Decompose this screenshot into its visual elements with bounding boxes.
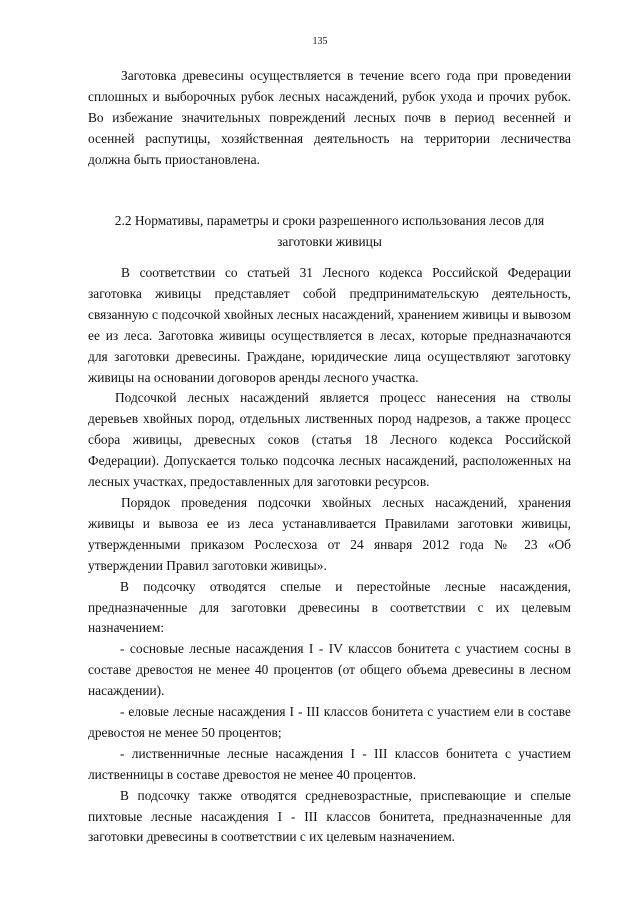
section-heading-line-1: 2.2 Нормативы, параметры и сроки разрешенного использования лесов для bbox=[114, 213, 545, 228]
paragraph-allocated-stands: В подсочку отводятся спелые и перестойные лесные насаждения, предназначенные для заготовки древесины в соответствии с их целевым назначением: bbox=[88, 578, 571, 636]
intro-block bbox=[88, 66, 571, 171]
list-item-larch: - лиственничные лесные насаждения I - III классов бонитета с участием лиственницы в составе древостоя не менее 40 процентов. bbox=[88, 745, 571, 782]
intro-paragraph: Заготовка древесины осуществляется в течение всего года при проведении сплошных и выборочных рубок лесных насаждений, рубок ухода и прочих рубок. Во избежание значительных повреждений лесных почв в период весенней и осенней распутицы, хозяйственная деятельность на территории лесничества должна быть приостановлена. bbox=[88, 68, 571, 167]
paragraph-article-31: В соответствии со статьей 31 Лесного кодекса Российской Федерации заготовка живицы представляет собой предпринимательскую деятельность, связанную с подсочкой хвойных лесных насаждений, хранением живицы и вывозом ее из леса. Заготовка живицы осуществляется в лесах, которые предназначаются для заготовки древесины. Граждане, юридические лица осуществляют заготовку живицы на основании договоров аренды лесного участка. bbox=[88, 265, 571, 385]
paragraph-procedure-rules: Порядок проведения подсочки хвойных лесных насаждений, хранения живицы и вывоза ее из леса устанавливается Правилами заготовки живицы, утвержденными приказом Рослесхоза от 24 января 2012 года № 23 «Об утверждении Правил заготовки живицы». bbox=[88, 494, 571, 573]
list-item-pine: - сосновые лесные насаждения I - IV классов бонитета с участием сосны в составе древостоя не менее 40 процентов (от общего объема древесины в лесном насаждении). bbox=[88, 641, 571, 699]
section-heading-line-2: заготовки живицы bbox=[277, 233, 382, 249]
page-number: 135 bbox=[312, 36, 328, 47]
paragraph-podsochka-definition: Подсочкой лесных насаждений является процесс нанесения на стволы деревьев хвойных пород, отдельных лиственных пород надрезов, а также процесс сбора живицы, древесных соков (статья 18 Лесного кодекса Российской Федерации). Допускается только подсочка лесных насаждений, расположенных на лесных участках, предоставленных для заготовки ресурсов. bbox=[88, 390, 571, 490]
paragraph-fir-stands: В подсочку также отводятся средневозрастные, приспевающие и спелые пихтовые лесные насаждения I - III классов бонитета, предназначенные для заготовки древесины в соответствии с их целевым назначением. bbox=[88, 787, 571, 845]
section-body bbox=[88, 263, 571, 848]
section-heading bbox=[88, 211, 571, 253]
list-item-spruce: - еловые лесные насаждения I - III классов бонитета с участием ели в составе древостоя не менее 50 процентов; bbox=[88, 704, 571, 740]
